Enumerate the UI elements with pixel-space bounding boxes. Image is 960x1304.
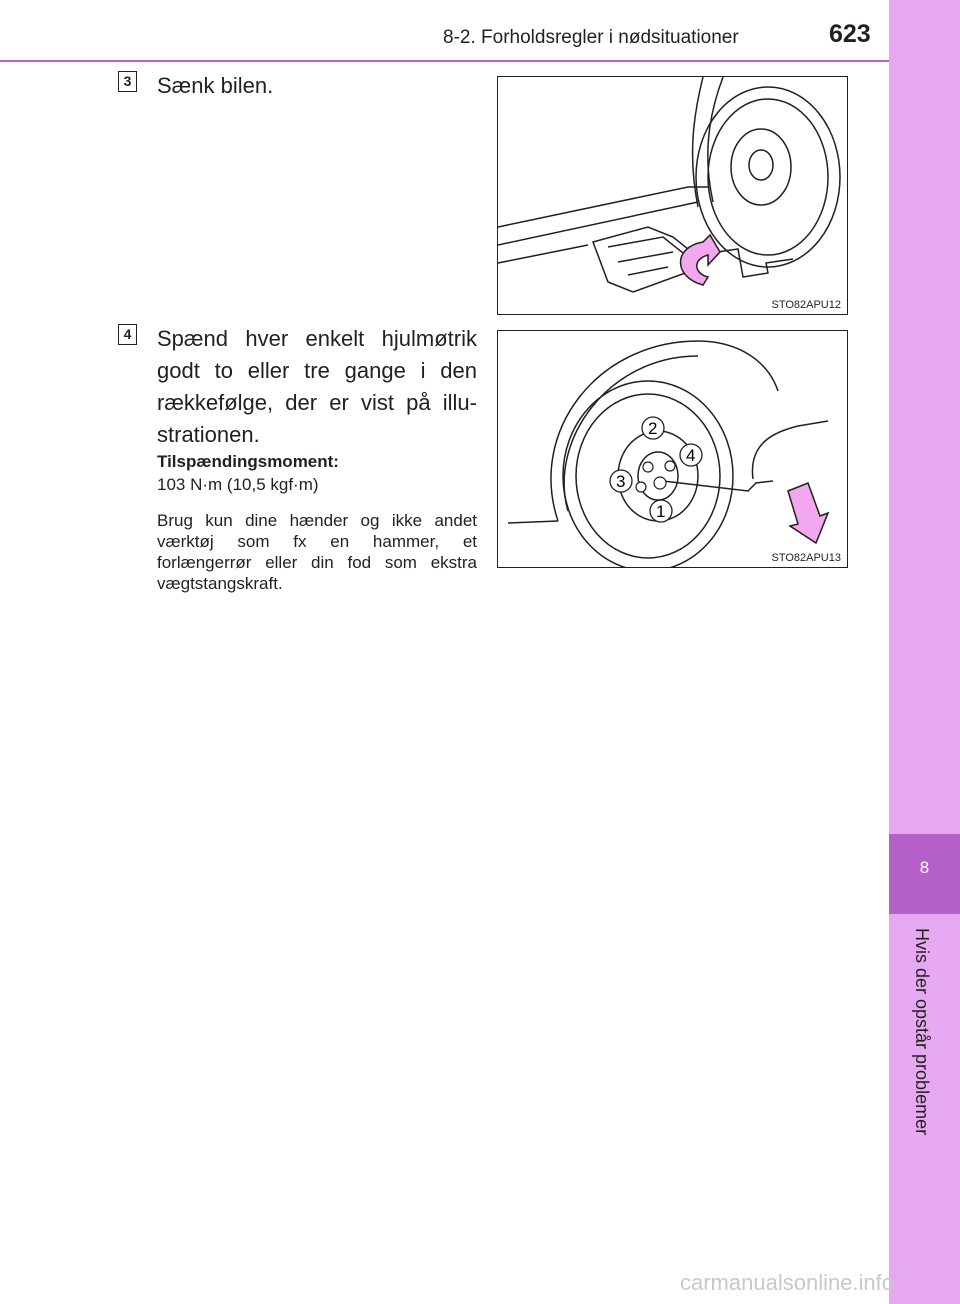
rotation-arrow-icon — [681, 235, 721, 285]
nut-tightening-figure — [497, 330, 848, 568]
nut-label: 1 — [656, 502, 666, 521]
watermark: carmanualsonline.info — [680, 1270, 895, 1295]
step-text: Sænk bilen. — [157, 73, 274, 98]
nut-label: 3 — [616, 472, 626, 491]
nut-tightening-illustration — [498, 331, 847, 567]
torque-value: 103 N·m (10,5 kgf·m) — [157, 475, 319, 494]
tool-warning-note: Brug kun dine hænder og ikke andet værktøj som fx en hammer, et forlængerrør eller din fod som ekstra vægtstangskraft. — [157, 511, 477, 593]
section-title: 8-2. Forholdsregler i nødsituationer — [443, 27, 739, 48]
step-number-badge: 4 — [118, 324, 137, 345]
page-number: 623 — [829, 20, 871, 48]
step-number-badge: 3 — [118, 71, 137, 92]
jack-lowering-figure — [497, 76, 848, 315]
figure-code: STO82APU12 — [771, 299, 841, 311]
nut-label: 2 — [648, 419, 658, 438]
header-divider — [0, 60, 889, 62]
chapter-title: Hvis der opstår problemer — [912, 928, 932, 1136]
nut-label: 4 — [686, 446, 696, 465]
torque-heading: Tilspændingsmoment: — [157, 452, 339, 471]
chapter-number: 8 — [919, 858, 930, 877]
down-arrow-icon — [788, 483, 828, 543]
wheel-nuts — [636, 461, 675, 492]
jack-lowering-illustration — [498, 77, 847, 314]
figure-code: STO82APU13 — [771, 552, 841, 564]
step-text: Spænd hver enkelt hjulmøtrik godt to eller tre gange i den rækkefølge, der er vist på illu-strationen. — [157, 326, 477, 447]
